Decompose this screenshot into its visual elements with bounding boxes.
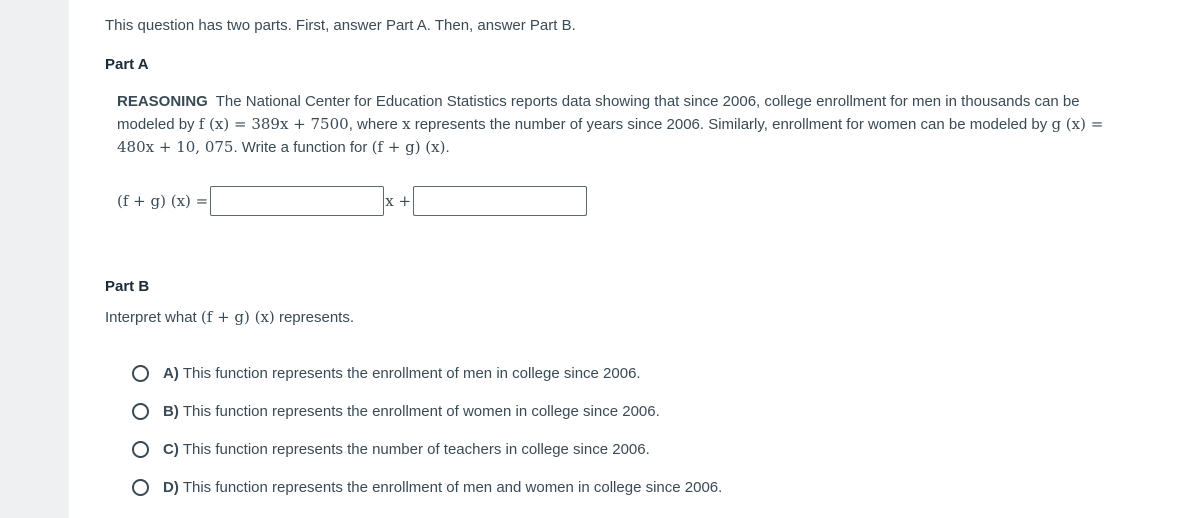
option-label bbox=[163, 479, 722, 496]
option-letter: C) bbox=[163, 440, 179, 458]
coefficient-input[interactable] bbox=[210, 186, 384, 216]
option-label bbox=[163, 365, 641, 382]
answer-row bbox=[117, 184, 587, 218]
radio-button[interactable] bbox=[132, 479, 149, 496]
radio-button[interactable] bbox=[132, 403, 149, 420]
option-text: This function represents the enrollment of men in college since 2006. bbox=[182, 364, 641, 382]
problem-text-2: , where bbox=[348, 116, 398, 133]
part-a-problem bbox=[117, 91, 1117, 159]
left-rail bbox=[0, 0, 69, 518]
prompt-math: (f + g) (x) bbox=[200, 308, 275, 326]
g-definition: g (x) = 480x + 10, 075 bbox=[117, 115, 1104, 156]
radio-button[interactable] bbox=[132, 365, 149, 382]
constant-input[interactable] bbox=[413, 186, 587, 216]
answer-options bbox=[132, 354, 722, 506]
reasoning-keyword: REASONING bbox=[117, 93, 208, 110]
problem-text-4: . Write a function for bbox=[233, 139, 368, 156]
f-definition: f (x) = 389x + 7500 bbox=[198, 115, 349, 133]
answer-label: (f + g) (x) = bbox=[117, 192, 209, 210]
option-c[interactable] bbox=[132, 430, 722, 468]
option-text: This function represents the enrollment of women in college since 2006. bbox=[182, 402, 660, 420]
option-text: This function represents the enrollment of men and women in college since 2006. bbox=[182, 478, 723, 496]
radio-button[interactable] bbox=[132, 441, 149, 458]
option-label bbox=[163, 441, 650, 458]
option-letter: D) bbox=[163, 478, 179, 496]
option-d[interactable] bbox=[132, 468, 722, 506]
prompt-pre: Interpret what bbox=[105, 309, 197, 326]
option-letter: B) bbox=[163, 402, 179, 420]
x-variable: x bbox=[402, 115, 411, 133]
option-letter: A) bbox=[163, 364, 179, 382]
option-text: This function represents the number of teachers in college since 2006. bbox=[182, 440, 650, 458]
intro-text: This question has two parts. First, answer Part A. Then, answer Part B. bbox=[105, 17, 576, 34]
prompt-post: represents. bbox=[278, 309, 355, 326]
part-b-prompt bbox=[105, 308, 354, 326]
option-b[interactable] bbox=[132, 392, 722, 430]
option-a[interactable] bbox=[132, 354, 722, 392]
problem-text-1: The National Center for Education Statistics reports data showing that since 2006, college enrollment for men in thousands can be modeled by bbox=[117, 93, 1080, 133]
part-a-heading: Part A bbox=[105, 56, 149, 73]
sum-function: (f + g) (x) bbox=[371, 138, 446, 156]
problem-text-3: represents the number of years since 2006. Similarly, enrollment for women can be modeled by bbox=[414, 116, 1048, 133]
x-plus-label: x + bbox=[385, 192, 412, 210]
option-label bbox=[163, 403, 660, 420]
part-b-heading: Part B bbox=[105, 278, 150, 295]
problem-text-5: . bbox=[445, 139, 450, 156]
